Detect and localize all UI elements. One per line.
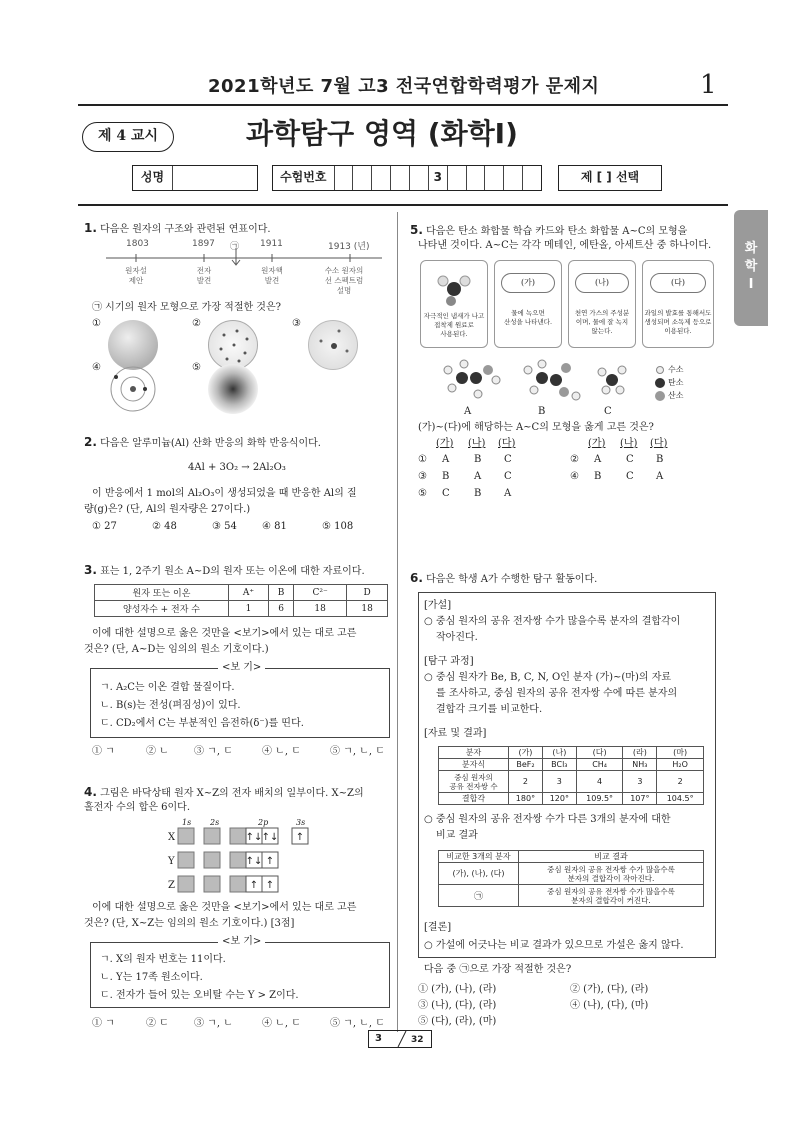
- period-badge: 제 4 교시: [82, 122, 174, 152]
- compare-text: 비교 결과: [436, 830, 478, 841]
- subject-side-tab: 화학Ⅰ: [734, 210, 768, 326]
- hydrogen-legend-icon: [656, 366, 664, 374]
- table-cell: 1: [229, 601, 269, 617]
- q6-compare-table: [438, 850, 704, 907]
- q1-question: ㉠ 시기의 원자 모형으로 가장 적절한 것은?: [92, 302, 281, 313]
- svg-text:↑↓: ↑↓: [261, 832, 279, 843]
- q2-question-line2: 량(g)은? (단, Al의 원자량은 27이다.): [84, 504, 251, 515]
- choice-5[interactable]: ⑤ ㄱ, ㄴ, ㄷ: [330, 746, 385, 757]
- q6-data-table: [438, 746, 704, 805]
- atom-model-bohr: [108, 364, 158, 414]
- table-cell: BCl₃: [542, 759, 576, 771]
- row-label: X: [168, 832, 176, 843]
- table-cell: 2: [657, 771, 704, 793]
- question-number: 3.: [84, 563, 97, 577]
- legend-label: 탄소: [668, 378, 684, 387]
- q3-table: [94, 584, 388, 617]
- question-stem: 다음은 학생 A가 수행한 탐구 활동이다.: [426, 574, 598, 585]
- table-cell: CH₄: [576, 759, 623, 771]
- bogi-item: ㄷ. CD₂에서 C는 부분적인 음전하(δ⁻)를 띤다.: [100, 718, 304, 729]
- model-label: B: [538, 406, 546, 417]
- question-number: 1.: [84, 221, 97, 235]
- table-cell: (가), (나), (다): [439, 863, 519, 885]
- page-number: 1: [700, 70, 717, 100]
- q3-question-line1: 이에 대한 설명으로 옳은 것만을 <보기>에서 있는 대로 고른: [92, 628, 357, 639]
- subject-title: 과학탐구 영역 (화학Ⅰ): [246, 117, 518, 150]
- choice-2[interactable]: ② 48: [152, 521, 177, 532]
- table-cell: 3: [542, 771, 576, 793]
- question-stem: 다음은 알루미늄(Al) 산화 반응의 화학 반응식이다.: [100, 438, 321, 449]
- oxygen-legend-icon: [655, 391, 665, 401]
- table-cell: 분자식: [439, 759, 509, 771]
- exam-number-cell[interactable]: [353, 166, 372, 190]
- table-header: A⁺: [229, 585, 269, 601]
- q6-question: 다음 중 ㉠으로 가장 적절한 것은?: [424, 964, 572, 975]
- legend-label: 산소: [668, 391, 684, 400]
- study-card: [642, 260, 714, 348]
- q5-stem-line2: 나타낸 것이다. A~C는 각각 메테인, 에탄올, 아세트산 중 하나이다.: [418, 240, 712, 251]
- table-cell: 중심 원자의 공유 전자쌍 수가 많을수록 분자의 결합각이 작아진다.: [519, 863, 704, 885]
- selection-field: [558, 165, 662, 191]
- choice-4[interactable]: ④ (나), (다), (마): [570, 1000, 649, 1011]
- table-cell: 104.5°: [657, 793, 704, 805]
- table-cell: ㉠: [439, 885, 519, 907]
- table-header: (가): [509, 747, 543, 759]
- table-cell: 중심 원자의 공유 전자쌍 수: [439, 771, 509, 793]
- molecule-photo-icon: [421, 267, 487, 309]
- question-6: [410, 570, 597, 588]
- study-card: [494, 260, 562, 348]
- choice-4[interactable]: ④ ㄴ, ㄷ: [262, 746, 301, 757]
- choice-1[interactable]: ① (가), (나), (라): [418, 984, 497, 995]
- table-header: 비교 결과: [519, 851, 704, 863]
- table-header: 분자: [439, 747, 509, 759]
- bogi-item: ㄴ. B(s)는 전성(펴짐성)이 있다.: [100, 700, 241, 711]
- question-stem: 다음은 원자의 구조와 관련된 연표이다.: [100, 224, 271, 235]
- exam-number-cell[interactable]: [391, 166, 410, 190]
- atom-model-solid-sphere: [108, 320, 158, 370]
- bogi-item: ㄱ. X의 원자 번호는 11이다.: [100, 954, 226, 965]
- exam-number-cell[interactable]: [467, 166, 486, 190]
- bogi-item: ㄷ. 전자가 들어 있는 오비탈 수는 Y > Z이다.: [100, 990, 299, 1001]
- table-cell: NH₃: [623, 759, 657, 771]
- exam-number-cell[interactable]: [372, 166, 391, 190]
- model-label: A: [464, 406, 472, 417]
- choice-1[interactable]: ① ㄱ: [92, 746, 115, 757]
- page-counter: [368, 1030, 432, 1048]
- timeline-year: 1911: [260, 239, 283, 249]
- compare-text: ○ 중심 원자의 공유 전자쌍 수가 다른 3개의 분자에 대한: [424, 814, 671, 825]
- choice-header: (다): [650, 438, 668, 449]
- orbital-label: 1s: [182, 818, 192, 827]
- hypothesis-label: [가설]: [424, 600, 452, 611]
- choice-2[interactable]: ② (가), (다), (라): [570, 984, 649, 995]
- choice-1[interactable]: ① A B C: [418, 454, 512, 465]
- question-number: 6.: [410, 571, 423, 585]
- choice-4[interactable]: ④ B C A: [570, 471, 664, 482]
- exam-number-cell[interactable]: [504, 166, 523, 190]
- table-cell: 18: [347, 601, 388, 617]
- atom-model-plum-pudding: [208, 320, 258, 370]
- study-card: [420, 260, 488, 348]
- q4-orbital-diagram: [176, 826, 316, 898]
- table-cell: 180°: [509, 793, 543, 805]
- choice-2[interactable]: ② A C B: [570, 454, 664, 465]
- process-text: 결합각 크기를 비교한다.: [436, 704, 543, 715]
- table-cell: 6: [269, 601, 294, 617]
- exam-number-cell[interactable]: [523, 166, 541, 190]
- question-number: 4.: [84, 785, 97, 799]
- choice-1[interactable]: ① 27: [92, 521, 117, 532]
- table-cell: BeF₂: [509, 759, 543, 771]
- table-header: (다): [576, 747, 623, 759]
- atom-model-electron-cloud: [208, 364, 258, 414]
- name-label: 성명: [133, 166, 173, 190]
- table-cell: 109.5°: [576, 793, 623, 805]
- svg-text:↑: ↑: [265, 880, 275, 891]
- column-divider: [397, 212, 398, 1032]
- svg-text:↑: ↑: [265, 856, 275, 867]
- bogi-label: <보 기>: [218, 660, 265, 676]
- q3-question-line2: 것은? (단, A~D는 임의의 원소 기호이다.): [84, 644, 269, 655]
- choice-header: (가): [436, 438, 454, 449]
- orbital-label: 2s: [210, 818, 220, 827]
- conclusion-text: ○ 가설에 어긋나는 비교 결과가 있으므로 가설은 옳지 않다.: [424, 940, 684, 951]
- table-cell: 120°: [542, 793, 576, 805]
- table-cell: 107°: [623, 793, 657, 805]
- card-label: (다): [650, 273, 706, 293]
- orbital-label: 2p: [258, 818, 269, 827]
- table-header: B: [269, 585, 294, 601]
- table-header: (라): [623, 747, 657, 759]
- process-text: ○ 중심 원자가 Be, B, C, N, O인 분자 (가)~(마)의 자료: [424, 672, 672, 683]
- table-header: 비교한 3개의 분자: [439, 851, 519, 863]
- card-text: 물에 녹으면 산성을 나타낸다.: [503, 309, 553, 326]
- choice-5[interactable]: ⑤ 108: [322, 521, 354, 532]
- choice-5[interactable]: ⑤: [192, 362, 201, 373]
- svg-text:↑: ↑: [295, 832, 305, 843]
- model-label: C: [604, 406, 612, 417]
- choice-2[interactable]: ②: [192, 318, 201, 329]
- table-cell: 3: [623, 771, 657, 793]
- study-card: [568, 260, 636, 348]
- bogi-label: <보 기>: [218, 934, 265, 950]
- timeline-event: 원자핵 발견: [261, 266, 283, 285]
- timeline-event: 원자설 제안: [125, 266, 147, 285]
- choice-header: (나): [620, 438, 638, 449]
- choice-1[interactable]: ① ㄱ: [92, 1018, 115, 1029]
- question-stem: 표는 1, 2주기 원소 A~D의 원자 또는 이온에 대한 자료이다.: [100, 566, 365, 577]
- choice-4[interactable]: ④: [92, 362, 101, 373]
- choice-1[interactable]: ①: [92, 318, 101, 329]
- question-number: 2.: [84, 435, 97, 449]
- process-text: 를 조사하고, 중심 원자의 공유 전자쌍 수에 따른 분자의: [436, 688, 678, 699]
- choice-5[interactable]: ⑤ C B A: [418, 488, 512, 499]
- svg-text:↑↓: ↑↓: [245, 832, 263, 843]
- table-header: (마): [657, 747, 704, 759]
- table-cell: 양성자수 + 전자 수: [95, 601, 229, 617]
- exam-number-cell: 3: [429, 166, 448, 190]
- table-header: D: [347, 585, 388, 601]
- choice-4[interactable]: ④ 81: [262, 521, 287, 532]
- selection-label: 제 [ ] 선택: [580, 170, 640, 184]
- choice-header: (다): [498, 438, 516, 449]
- q2-question-line1: 이 반응에서 1 mol의 Al₂O₃이 생성되었을 때 반응한 Al의 질: [92, 488, 357, 499]
- carbon-legend-icon: [655, 378, 665, 388]
- table-cell: 4: [576, 771, 623, 793]
- orbital-label: 3s: [296, 818, 306, 827]
- table-cell: 결합각: [439, 793, 509, 805]
- choice-2[interactable]: ② ㄷ: [146, 1018, 169, 1029]
- choice-3[interactable]: ③ ㄱ, ㄴ: [194, 1018, 233, 1029]
- timeline-year: ㉠: [230, 242, 240, 252]
- card-label: (가): [501, 273, 555, 293]
- bogi-item: ㄱ. A₂C는 이온 결합 물질이다.: [100, 682, 235, 693]
- choice-header: (나): [468, 438, 486, 449]
- hypothesis-text: ○ 중심 원자의 공유 전자쌍 수가 많을수록 분자의 결합각이: [424, 616, 681, 627]
- choice-3[interactable]: ③ B A C: [418, 471, 512, 482]
- card-text: 자극적인 냄새가 나고 접착제 원료로 사용된다.: [423, 312, 485, 338]
- question-stem: 그림은 바닥상태 원자 X~Z의 전자 배치의 일부이다. X~Z의: [100, 788, 364, 799]
- row-label: Z: [168, 880, 175, 891]
- page-current: 3: [375, 1033, 382, 1044]
- table-cell: 2: [509, 771, 543, 793]
- timeline-year: 1897: [192, 239, 215, 249]
- legend-label: 수소: [668, 365, 684, 374]
- q5-molecule-models: [430, 356, 660, 406]
- exam-number-label: 수험번호: [273, 166, 335, 190]
- choice-3[interactable]: ③ ㄱ, ㄷ: [194, 746, 233, 757]
- card-text: 천연 가스의 주성분 이며, 물에 잘 녹지 않는다.: [574, 309, 630, 335]
- exam-number-field: [272, 165, 542, 191]
- choice-3[interactable]: ③ (나), (다), (라): [418, 1000, 497, 1011]
- choice-5[interactable]: ⑤ ㄱ, ㄴ, ㄷ: [330, 1018, 385, 1029]
- table-header: 원자 또는 이온: [95, 585, 229, 601]
- question-1: [84, 220, 271, 238]
- exam-number-cell[interactable]: [410, 166, 429, 190]
- q4-stem-line2: 홀전자 수의 합은 6이다.: [84, 802, 191, 813]
- question-2: [84, 434, 321, 452]
- bogi-item: ㄴ. Y는 17족 원소이다.: [100, 972, 203, 983]
- table-header: C²⁻: [294, 585, 347, 601]
- q5-question: (가)~(다)에 해당하는 A~C의 모형을 옳게 고른 것은?: [418, 422, 654, 433]
- svg-text:↑: ↑: [249, 880, 259, 891]
- conclusion-label: [결론]: [424, 922, 452, 933]
- exam-title: 2021학년도 7월 고3 전국연합학력평가 문제지: [208, 76, 600, 97]
- timeline-event: 전자 발견: [196, 266, 212, 285]
- choice-2[interactable]: ② ㄴ: [146, 746, 169, 757]
- choice-3[interactable]: ③: [292, 318, 301, 329]
- card-label: (나): [575, 273, 629, 293]
- row-label: Y: [168, 856, 175, 867]
- table-cell: 18: [294, 601, 347, 617]
- card-text: 과일의 발효를 통해서도 생성되며 소독제 등으로 이용된다.: [644, 309, 712, 335]
- exam-number-cell[interactable]: [335, 166, 354, 190]
- q4-question-line1: 이에 대한 설명으로 옳은 것만을 <보기>에서 있는 대로 고른: [92, 902, 357, 913]
- name-field: [132, 165, 258, 191]
- choice-4[interactable]: ④ ㄴ, ㄷ: [262, 1018, 301, 1029]
- table-cell: 중심 원자의 공유 전자쌍 수가 많을수록 분자의 결합각이 커진다.: [519, 885, 704, 907]
- choice-5[interactable]: ⑤ (다), (라), (마): [418, 1016, 497, 1027]
- question-number: 5.: [410, 223, 423, 237]
- name-input[interactable]: [173, 166, 257, 190]
- exam-number-cell[interactable]: [485, 166, 504, 190]
- question-stem: 다음은 탄소 화합물 학습 카드와 탄소 화합물 A~C의 모형을: [426, 226, 688, 237]
- process-label: [탐구 과정]: [424, 656, 474, 667]
- atom-model-nuclear: [308, 320, 358, 370]
- choice-3[interactable]: ③ 54: [212, 521, 237, 532]
- q2-equation: 4Al + 3O₂ → 2Al₂O₃: [188, 462, 286, 473]
- header-rule: [78, 104, 728, 106]
- page-total: 32: [411, 1035, 424, 1045]
- table-header: (나): [542, 747, 576, 759]
- svg-text:↑↓: ↑↓: [245, 856, 263, 867]
- q4-question-line2: 것은? (단, X~Z는 임의의 원소 기호이다.) [3점]: [84, 918, 295, 929]
- timeline-year: 1913 (년): [328, 242, 370, 252]
- timeline-year: 1803: [126, 239, 149, 249]
- timeline-event: 수소 원자의 선 스펙트럼 설명: [324, 266, 364, 295]
- hypothesis-text: 작아진다.: [436, 632, 478, 643]
- question-3: [84, 562, 365, 580]
- data-label: [자료 및 결과]: [424, 728, 487, 739]
- exam-number-cell[interactable]: [448, 166, 467, 190]
- table-cell: H₂O: [657, 759, 704, 771]
- header-rule-bottom: [78, 204, 728, 206]
- choice-header: (가): [588, 438, 606, 449]
